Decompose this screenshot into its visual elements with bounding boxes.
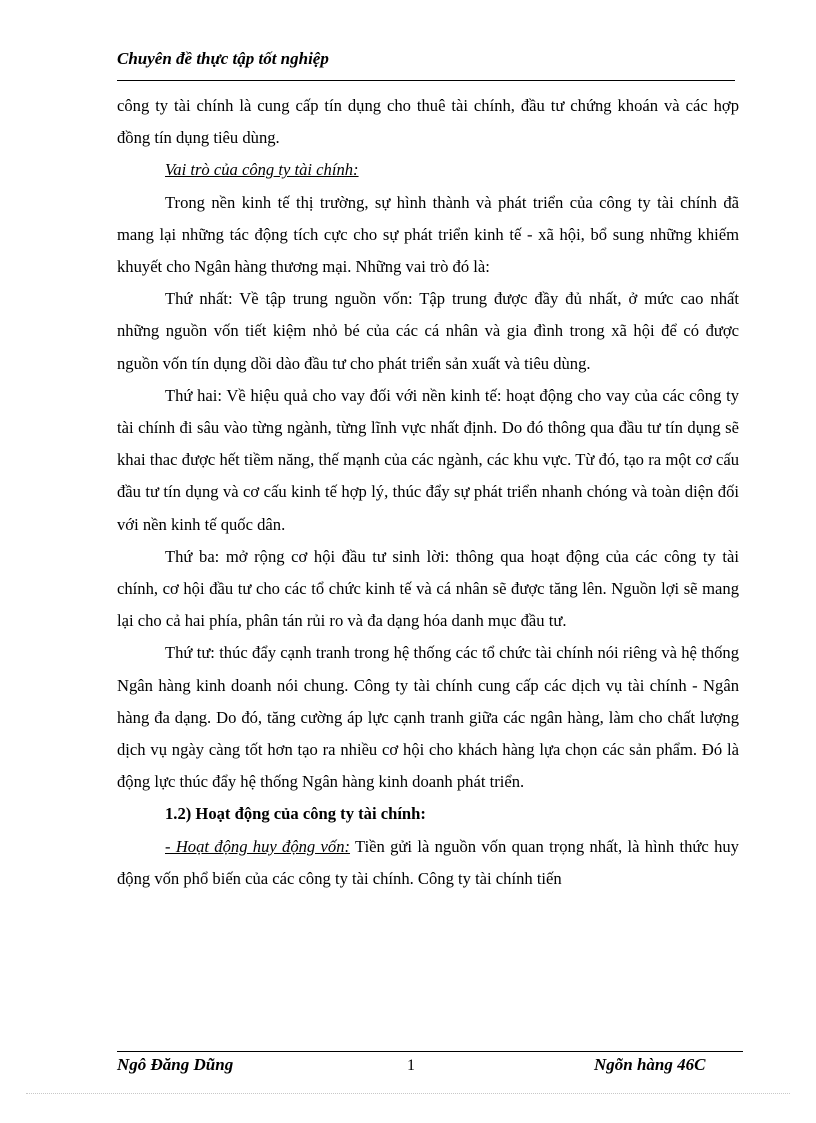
- role-subheading: Vai trò của công ty tài chính:: [165, 160, 359, 180]
- page-number: 1: [407, 1057, 415, 1074]
- paragraph-funding: [117, 831, 739, 895]
- paragraph-role-1: Thứ nhất: Về tập trung nguồn vốn: Tập trung được đầy đủ nhất, ở mức cao nhất những nguồn vốn tiết kiệm nhỏ bé của các cá nhân và gia đình trong xã hội để có được nguồn vốn tín dụng dồi dào đầu tư cho phát triển sản xuất và tiêu dùng.: [117, 289, 739, 373]
- funding-text: Tiền gửi là nguồn vốn quan trọng nhất, là hình thức huy động vốn phổ biến của các công ty tài chính. Công ty tài chính tiến: [117, 836, 739, 888]
- section-heading: 1.2) Hoạt động của công ty tài chính:: [165, 804, 426, 824]
- document-body: [117, 90, 739, 895]
- footer-class: Ngõn hàng 46C: [594, 1055, 706, 1074]
- paragraph-role-4: Thứ tư: thúc đẩy cạnh tranh trong hệ thống các tổ chức tài chính nói riêng và hệ thống Ngân hàng kinh doanh nói chung. Công ty tài chính cung cấp các dịch vụ tài chính - Ngân hàng đa dạng. Do đó, tăng cường áp lực cạnh tranh giữa các ngân hàng, làm cho chất lượng dịch vụ ngày càng tốt hơn tạo ra nhiều cơ hội cho khách hàng lựa chọn các sản phẩm. Đó là động lực thúc đẩy hệ thống Ngân hàng kinh doanh phát triển.: [117, 643, 739, 792]
- footer-author: Ngô Đăng Dũng: [117, 1055, 234, 1074]
- paragraph-intro: Trong nền kinh tế thị trường, sự hình thành và phát triển của công ty tài chính đã mang lại những tác động tích cực cho sự phát triển kinh tế - xã hội, bổ sung những khiếm khuyết cho Ngân hàng thương mại. Những vai trò đó là:: [117, 192, 739, 277]
- paragraph-continuation: công ty tài chính là cung cấp tín dụng cho thuê tài chính, đầu tư chứng khoán và các hợp đồng tín dụng tiêu dùng.: [117, 96, 739, 148]
- page-bottom-edge: [26, 1093, 790, 1094]
- footer-divider: [117, 1051, 743, 1052]
- header-divider: [117, 80, 735, 81]
- paragraph-role-3: Thứ ba: mở rộng cơ hội đầu tư sinh lời: thông qua hoạt động của các công ty tài chính, cơ hội đầu tư cho các tổ chức kinh tế và cá nhân sẽ được tăng lên. Nguồn lợi sẽ mang lại cho cả hai phía, phân tán rủi ro và đa dạng hóa danh mục đầu tư.: [117, 546, 739, 631]
- funding-subheading: - Hoạt động huy động vốn:: [165, 836, 351, 856]
- page-header-title: Chuyên đề thực tập tốt nghiệp: [117, 49, 329, 68]
- paragraph-role-2: Thứ hai: Về hiệu quả cho vay đối với nền kinh tế: hoạt động cho vay của các công ty tài chính đi sâu vào từng ngành, từng lĩnh vực nhất định. Do đó thông qua đầu tư tín dụng sẽ khai thac được hết tiềm năng, thế mạnh của các ngành, các khu vực. Từ đó, tạo ra một cơ cấu đầu tư tín dụng và cơ cấu kinh tế hợp lý, thúc đẩy sự phát triển nhanh chóng và toàn diện đối với nền kinh tế quốc dân.: [117, 385, 739, 534]
- role-subheading-line: [117, 154, 739, 186]
